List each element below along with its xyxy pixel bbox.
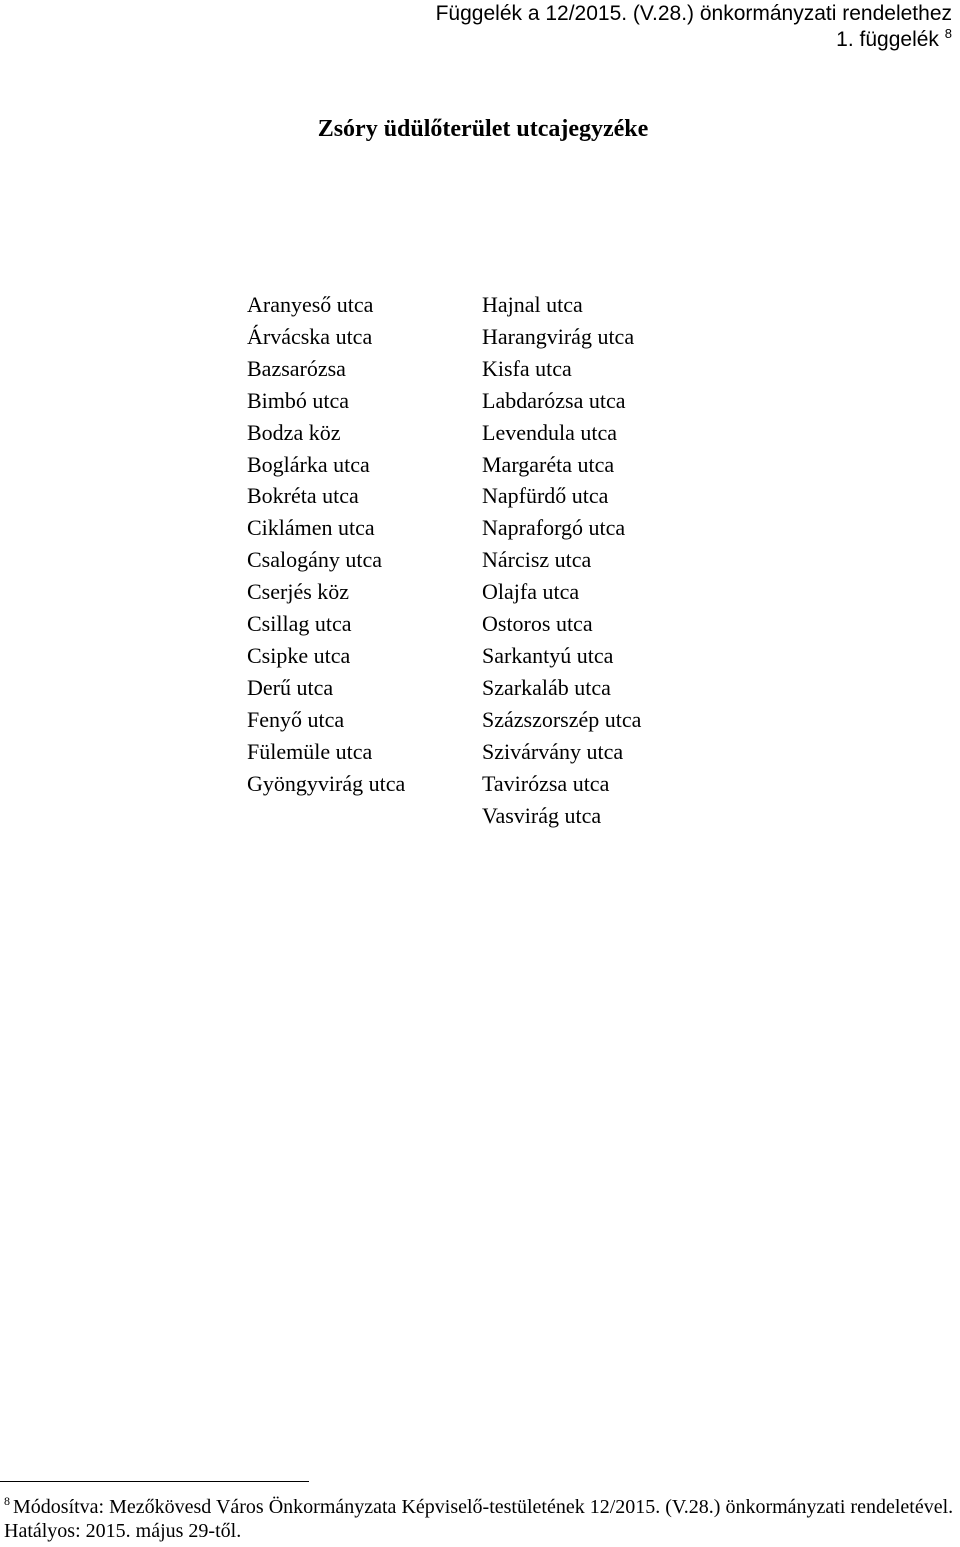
street-item: Bodza köz <box>247 419 341 445</box>
appendix-number <box>836 27 952 53</box>
appendix-number-text: 1. függelék <box>836 28 939 51</box>
footnote-text: Módosítva: Mezőkövesd Város Önkormányzata Képviselő-testületének 12/2015. (V.28.) önkormányzati rendeletével. Hatályos: 2015. május 29-től. <box>4 1496 954 1542</box>
street-item: Ostoros utca <box>482 611 593 637</box>
footnote <box>4 1495 954 1543</box>
street-item: Csipke utca <box>247 642 351 668</box>
street-item: Árvácska utca <box>247 323 373 349</box>
street-item: Levendula utca <box>482 419 617 445</box>
footnote-ref-marker: 8 <box>944 26 952 41</box>
street-item: Bazsarózsa <box>247 355 346 381</box>
page-title: Zsóry üdülőterület utcajegyzéke <box>317 116 649 142</box>
footnote-marker: 8 <box>4 1494 10 1509</box>
street-item: Fenyő utca <box>247 706 345 732</box>
street-item: Derű utca <box>247 674 334 700</box>
street-item: Sarkantyú utca <box>482 642 614 668</box>
street-item: Gyöngyvirág utca <box>247 770 406 796</box>
street-item: Hajnal utca <box>482 292 583 317</box>
street-item: Fülemüle utca <box>247 738 373 764</box>
footnote-separator <box>0 1481 309 1482</box>
street-item: Nárcisz utca <box>482 547 592 573</box>
street-item: Cserjés köz <box>247 579 350 605</box>
street-item: Tavirózsa utca <box>482 770 610 796</box>
street-item: Olajfa utca <box>482 579 580 605</box>
street-item: Labdarózsa utca <box>482 387 626 413</box>
street-item: Csalogány utca <box>247 547 383 573</box>
street-item: Kisfa utca <box>482 355 572 381</box>
street-item: Napfürdő utca <box>482 483 609 509</box>
street-item: Bokréta utca <box>247 483 359 509</box>
street-item: Harangvirág utca <box>482 323 635 349</box>
appendix-reference-text: Függelék a 12/2015. (V.28.) önkormányzati rendelethez <box>435 2 952 25</box>
street-item: Szivárvány utca <box>482 738 624 764</box>
street-item: Boglárka utca <box>247 451 370 477</box>
street-item: Bimbó utca <box>247 387 350 413</box>
street-list-right <box>482 289 641 831</box>
street-item: Margaréta utca <box>482 451 615 477</box>
street-item: Napraforgó utca <box>482 515 626 541</box>
street-item: Szarkaláb utca <box>482 674 611 700</box>
street-item: Százszorszép utca <box>482 706 642 732</box>
street-item: Vasvirág utca <box>482 802 602 828</box>
street-item: Aranyeső utca <box>247 292 374 317</box>
appendix-reference <box>436 1 952 27</box>
street-item: Ciklámen utca <box>247 515 375 541</box>
street-item: Csillag utca <box>247 611 352 637</box>
street-list-left <box>247 289 405 800</box>
